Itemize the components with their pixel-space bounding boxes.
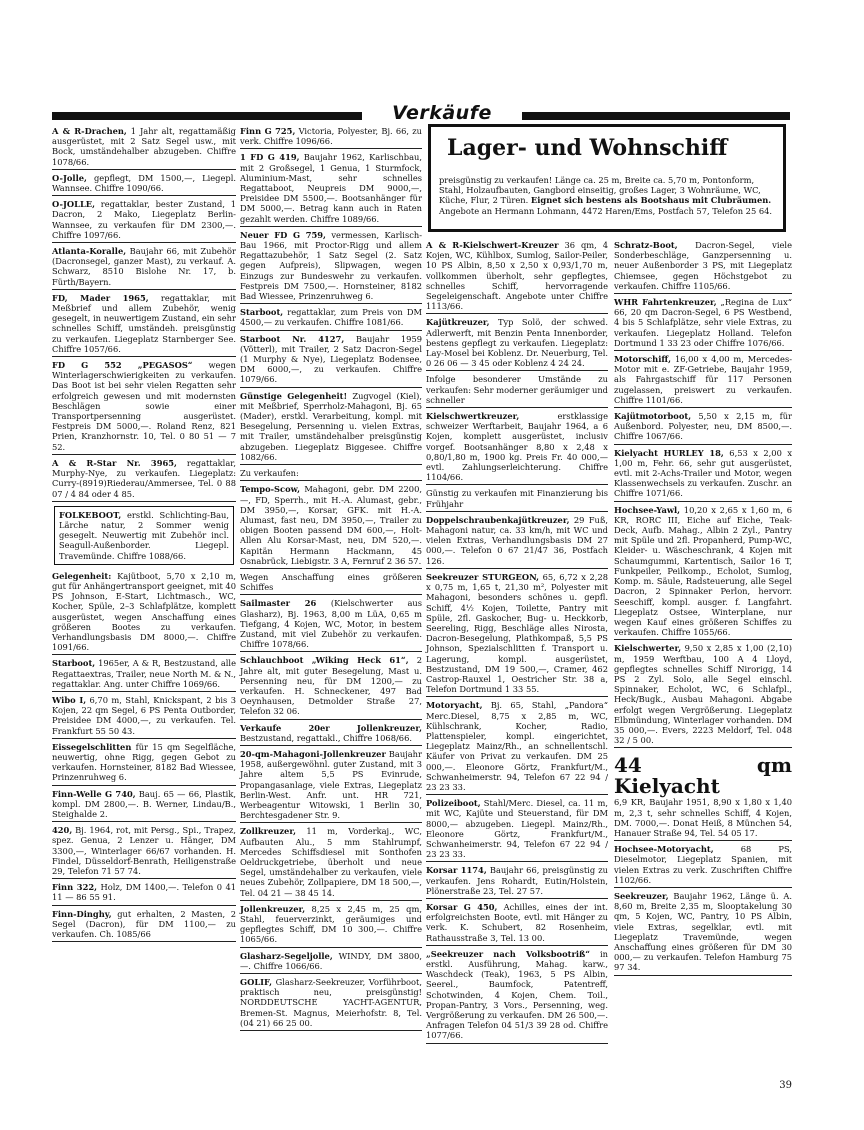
header-rule-right (522, 112, 790, 120)
classified-ad (614, 503, 792, 641)
ad-text: 1 Jahr alt, regattamäßig ausgerüstet, mit 2 Satz Segel usw., mit Bock, umständehalber abzugeben. Chiffre 1078/66. (52, 126, 236, 167)
classified-ad (426, 513, 608, 569)
ad-headline: Seekreuzer, (614, 890, 669, 901)
ad-headline: 1 FD G 419, (240, 152, 300, 163)
classified-ad (240, 596, 422, 652)
classified-ad (240, 824, 422, 900)
classified-ad (426, 372, 608, 408)
ad-text: Bestzustand, regattakl., Chiffre 1068/66. (240, 732, 412, 743)
ad-text: erstkl. Schlichting-Bau, Lärche natur, 2 Sommer wenig gesegelt. Neuwertig mit Zubehör incl. Seagull-Außenborder. Liegepl. Travemünde. Chiffre 1088/66. (59, 509, 229, 561)
ad-text: Achilles, eines der int. erfolgreichsten Boote, evtl. mit Hänger zu verk. K. Schubert, 82 Rosenheim, Rathausstraße 3, Tel. 13 00. (426, 901, 608, 943)
ad-headline: Finn-Welle G 740, (52, 788, 136, 799)
ad-text: Kajütboot, 5,70 x 2,10 m, gut für Anhängertransport geeignet, mit 40 PS Johnson, E-Start, Lichtmasch., WC, Kocher, Spüle, 2–3 Schlafplätze, komplett ausgerüstet, wegen Anschaffung eines größeren Bootes zu verkaufen. Verhandlungsbasis DM 8000,—. Chiffre 1091/66. (52, 570, 236, 653)
ad-headline: FOLKEBOOT, (59, 509, 122, 520)
classified-ad (240, 653, 422, 719)
ad-headline: Schratz-Boot, (614, 240, 678, 250)
ad-text: 6,53 x 2,00 x 1,00 m, Fehr. 66, sehr gut ausgerüstet, evtl. mit 2-Achs-Trailer und Motor, wegen Klassenwechsels zu verkaufen. Zuschr. an Chiffre 1071/66. (614, 447, 792, 499)
ad-text: Typ Solö, der schwed. Adlerwerft, mit Benzin Penta Innenborder, bestens gepflegt zu verkaufen. Liegeplatz: Lay-Mosel bei Koblenz. Dr. Neuerburg, Tel. 0 26 06 — 3 45 oder Koblenz 4 24 24. (426, 317, 609, 369)
ad-text: 8,25 x 2,45 m, 25 qm, Stahl, feuerverzinkt, geräumiges und gepflegtes Schiff, DM 10 300,—. Chiffre 1065/66. (240, 903, 422, 945)
classified-ad (52, 124, 236, 170)
ad-text: Bauj. 65 — 66, Plastik, kompl. DM 2800,—. B. Werner, Lindau/B., Steighalde 2. (52, 788, 236, 819)
classified-ad (614, 889, 792, 976)
classified-ad (614, 842, 792, 888)
classified-ad (52, 693, 236, 739)
ad-headline: Atlanta-Koralle, (52, 246, 127, 257)
classified-ad (426, 409, 608, 485)
ad-text: regattaklar, bester Zustand, 1 Dacron, 2 Mako, Liegeplatz Berlin-Wannsee, zu verkaufen für DM 2300,—. Chiffre 1097/66. (52, 199, 237, 240)
classified-ad (426, 796, 608, 862)
ad-text: Baujahr 1959 (Vötterl), mit Trailer, 2 Satz Dacron-Segel (1 Murphy & Nye), Liegeplatz Bodensee, DM 6000,—, zu verkaufen. Chiffre 1079/66. (240, 333, 423, 385)
ad-headline: Verkaufe 20er Jollenkreuzer, (240, 722, 422, 733)
classified-ad (240, 949, 422, 974)
ad-headline: Starboot Nr. 4127, (240, 333, 345, 344)
ad-headline: A & R-Kielschwert-Kreuzer (426, 240, 559, 250)
classified-ad (614, 409, 792, 445)
column-2 (240, 124, 422, 1032)
section-header (52, 102, 790, 124)
ad-text: Victoria, Polyester, Bj. 66, zu verk. Chiffre 1096/66. (240, 126, 422, 147)
ad-text: 2 Jahre alt, mit guter Besegelung, Mast u. Persenning neu, für DM 1200,— zu verkaufen. H. Schneckener, 497 Bad Oeynhausen, Detmolder Straße 27, Telefon 32 06. (240, 655, 422, 717)
ad-text: gepflegt, DM 1500,—, Liegepl. Wannsee. Chiffre 1090/66. (52, 172, 236, 194)
classified-ad (52, 823, 236, 879)
ad-headline: Hochsee-Yawl, (614, 504, 681, 515)
ad-text: Bj. 65, Stahl, „Pandora“ Merc.Diesel, 8,75 x 2,85 m, WC, Kühlschrank, Kocher, Radio, Plattenspieler, kompl. eingerichtet, Liegeplatz Mainz/Rh., an schnellentschl. Käufer von Privat zu verkaufen. DM 25 000,—. Eleonore Görtz, Frankfurt/M., Schwanheimerstr. 94, Telefon 67 22 94 / 23 23 33. (426, 700, 608, 792)
ad-headline: Eissegelschlitten (52, 741, 132, 752)
classified-ad (614, 295, 792, 351)
ad-headline: Hochsee-Motoryacht, (614, 844, 714, 855)
ad-headline: Kielyacht HURLEY 18, (614, 447, 724, 458)
ad-headline: FD, Mader 1965, (52, 292, 149, 303)
classified-ad (52, 171, 236, 196)
ad-headline: Kajütmotorboot, (614, 411, 692, 422)
classified-ad (52, 569, 236, 656)
ad-headline: Korsar 1174, (426, 865, 487, 876)
classified-ad (240, 150, 422, 226)
classified-ad (52, 880, 236, 905)
ad-headline: Seekreuzer STURGEON, (426, 571, 540, 582)
ad-text: Günstig zu verkaufen mit Finanzierung bis Frühjahr (426, 488, 608, 509)
column-1 (52, 124, 236, 943)
ad-text: Holz, DM 1400,—. Telefon 0 41 11 — 86 55 91. (52, 882, 237, 903)
classified-ad (240, 228, 422, 304)
ad-headline: A & R-Drachen, (52, 126, 127, 136)
ad-text: 1965er, A & R, Bestzustand, alle Regattaextras, Trailer, neue North M. & N., regattaklar. Ang. unter Chiffre 1069/66. (52, 658, 236, 689)
ad-text: 10,20 x 2,65 x 1,60 m, 6 KR, RORC III, Eiche auf Eiche, Teak-Deck, Aufb. Mahag., Albin 2 Zyl., Pantry mit Spüle und 2fl. Propanherd, Pump-WC, Kleider- u. Wäscheschrank, 4 Kojen mit Schaumgummi, Kartentisch, Sailor 16 T, Funkpeiler, Peilkomp., Echolot, Sumlog, Komp. m. Säule, Radsteuerung, alle Segel Dacron, 2 Spinnaker Perlon, hervorr. Seeschiff, kompl. ausger. f. Langfahrt. Liegeplatz Ostsee, Winterplane, nur wegen Kauf eines größeren Schiffes zu verkaufen. Chiffre 1055/66. (614, 504, 792, 638)
ad-headline: Schlauchboot „Wiking Heck 61“, (240, 655, 409, 666)
ad-text: Dacron-Segel, viele Sonderbeschläge, Ganzpersenning u. neuer Außenborder 3 PS, mit Liegeplatz Chiemsee, gegen Höchstgebot zu verkaufen. Chiffre 1105/66. (614, 240, 792, 291)
ad-text: 68 PS, Dieselmotor, Liegeplatz Spanien, mit vielen Extras zu verk. Zuschriften Chiffre 1102/66. (614, 844, 792, 885)
ad-text: Zu verkaufen: (240, 468, 299, 479)
featured-ad-contact: Angebote an Hermann Lohmann, 4472 Haren/Ems, Postfach 57, Telefon 25 64. (439, 205, 773, 216)
classified-ad (52, 656, 236, 692)
ad-text: wegen Winterlagerschwierigkeiten zu verkaufen. Das Boot ist bei sehr vielen Regatten sehr erfolgreich gewesen und mit modernsten Beschlägen sowie einer Transportpersenning ausgerüstet. Festpreis DM 5000,—. Roland Renz, 821 Prien, Kranzhornstr. 10, Tel. 0 80 51 — 7 52. (52, 360, 237, 452)
ad-text: Baujahr 66, mit Zubehör (Dacronsegel, ganzer Mast), zu verkauf. A. Schwarz, 8510 Bislohe Nr. 17, b. Fürth/Bayern. (52, 246, 237, 287)
ad-text: 6,9 KR, Baujahr 1951, 8,90 x 1,80 x 1,40 m, 2,3 t, sehr schnelles Schiff, 4 Kojen, DM. 7000,—. Donat Heiß, 8 München 54, Hanauer Straße 94, Tel. 54 05 17. (614, 797, 792, 838)
ad-text: 65, 6,72 x 2,28 x 0,75 m, 1,65 t, 21,30 m², Polyester mit Mahagoni, besonders schönes u. gepfl. Schiff, 4½ Kojen, Toilette, Pantry mit Spüle, 2fl. Gaskocher, Bug- u. Heckkorb, Seereling, Rigg, Beschläge alles Nirosta, Dacron-Besegelung, Plathkompaß, 5,5 PS Johnson, Spezialschlitten f. Transport u. Lagerung, kompl. ausgerüstet, Bestzustand, DM 19 500,—, Cramer, 462 Castrop-Rauxel 1, Oestricher Str. 38 a, Telefon Dortmund 1 33 55. (426, 571, 609, 695)
ad-text: Glasharz-Seekreuzer, Vorführboot, praktisch neu, preisgünstig! NORDDEUTSCHE YACHT-AGENTUR, Bremen-St. Magnus, Meierhofstr. 8, Tel. (04 21) 66 25 00. (240, 977, 422, 1028)
classified-ad (426, 315, 608, 371)
ad-headline: Polizeiboot, (426, 798, 481, 809)
classified-ad (240, 721, 422, 746)
ad-headline: Tempo-Scow, (240, 484, 300, 495)
classified-ad (614, 352, 792, 408)
classified-ad (426, 863, 608, 899)
ad-headline: Neuer FD G 759, (240, 229, 326, 240)
ad-text: „Regina de Lux“ 66, 20 qm Dacron-Segel, 6 PS Westbend, 4 bis 5 Schlafplätze, sehr viele Extras, zu verkaufen. Liegeplatz Holland. Telefon Dortmund 1 33 23 oder Chiffre 1076/66. (614, 297, 792, 348)
ad-headline: Finn-Dinghy, (52, 908, 112, 919)
ad-headline: Starboot, (52, 658, 96, 669)
column-4 (614, 238, 792, 977)
classified-ad (426, 486, 608, 511)
classified-ad (426, 698, 608, 795)
classified-ad (240, 570, 422, 595)
ad-text: Baujahr 1962, Länge ü. A. 8,60 m, Breite 2,35 m, Slooptakelung 30 qm, 5 Kojen, WC, Pantry, 10 PS Albin, viele Extras, segelklar, evtl. mit Liegeplatz Travemünde, wegen Anschaffung eines größeren für DM 30 000,— zu verkaufen. Telefon Hamburg 75 97 34. (614, 890, 792, 973)
featured-ad-title: Lager- und Wohnschiff (447, 135, 728, 161)
ad-headline: Motoryacht, (426, 700, 483, 711)
ad-headline: Finn 322, (52, 882, 98, 893)
classified-ad (52, 907, 236, 943)
ad-text: 29 Fuß, Mahagoni natur, ca. 33 km/h, mit WC und vielen Extras, Verhandlungsbasis DM 27 000,—. Telefon 0 67 21/47 36, Postfach 126. (426, 514, 608, 566)
ad-headline: Starboot, (240, 307, 284, 318)
ad-headline: Zollkreuzer, (240, 826, 296, 837)
classified-ad (240, 305, 422, 330)
ad-headline: Korsar G 450, (426, 901, 498, 912)
classified-ad (240, 902, 422, 948)
ad-headline: O-Jolle, (52, 172, 87, 183)
ad-text: erstklassige schweizer Werftarbeit, Baujahr 1964, a 6 Kojen, komplett ausgerüstet, inclusiv vorgef. Bootsanhänger 8,80 x 2,48 x 0,80/1,80 m, 1900 kg. Preis Fr. 40 000,— evtl. Zahlungserleichterung. Chiffre 1104/66. (426, 411, 608, 483)
ad-text: Baujahr 66, preisgünstig zu verkaufen. Jens Rohardt, Eutin/Holstein, Plönerstraße 23, Tel. 27 57. (426, 865, 608, 896)
ad-headline-large: 44 qm Kielyacht (614, 753, 792, 799)
ad-text: Stahl/Merc. Diesel, ca. 11 m, mit WC, Kajüte und Steuerstand, für DM 8000,— abzugeben. Liegepl. Mainz/Rh., Eleonore Görtz, Frankfurt/M., Schwanheimerstr. 94, Telefon 67 22 94 / 23 23 33. (426, 798, 608, 860)
classified-ad (52, 244, 236, 290)
ad-text: regattaklar, Murphy-Nye, zu verkaufen. Liegeplatz: Curry-(8919)Riederau/Ammersee, Tel. 0 88 07 / 4 84 oder 4 85. (52, 457, 236, 499)
ad-headline: Günstige Gelegenheit! (240, 390, 348, 401)
featured-ad-body: preisgünstig zu verkaufen! Länge ca. 25 m, Breite ca. 5,70 m, Pontonform, Stahl, Holzaufbauten, Gangbord einseitig, großes Lager, 3 Wohnräume, WC, Küche, Flur, 2 Türen. (439, 174, 761, 206)
ad-headline: O-JOLLE, (52, 199, 96, 210)
classified-ad (614, 641, 792, 748)
classified-ad (240, 747, 422, 823)
ad-text: 9,50 x 2,85 x 1,00 (2,10) m, 1959 Werftbau, 100 A 4 Lloyd, gepflegtes schnelles Schiff Nirorigg, 14 PS 2 Zyl. Solo, alle Segel einschl. Spinnaker, Echolot, WC, 6 Schlafpl., Heck/Bugk., Ausbau Mahagoni. Abgabe erfolgt wegen Vergrößerung. Liegeplatz Elbmündung, Winterlager vorhanden. DM 35 000,—. Evers, 2223 Meldorf, Tel. 048 32 / 5 00. (614, 643, 792, 746)
ad-text: in erstkl. Ausführung, Mahag. karw., Waschdeck (Teak), 1963, 5 PS Albin, Seerel., Baumfock, Patentreff, Schotwinden, 4 Kojen, Chem. Toil., Propan-Pantry, 3 Vors., Persenning, weg. Vergrößerung zu verkaufen. DM 26 500,—. Anfragen Telefon 04 51/3 39 28 od. Chiffre 1077/66. (426, 948, 608, 1041)
ad-text: vermessen, Karlisch-Bau 1966, mit Proctor-Rigg und allem Regattazubehör, 1 Satz Segel (2. Satz gegen Aufpreis), Slipwagen, wegen Einzugs zur Bundeswehr zu verkaufen. Festpreis DM 7500,—. Hornsteiner, 8182 Bad Wiessee, Prinzenruhweg 6. (240, 229, 422, 302)
column-3 (426, 238, 608, 1045)
ad-headline: WHR Fahrtenkreuzer, (614, 297, 717, 308)
featured-ad-text (439, 175, 775, 216)
ad-text: Bj. 1964, rot, mit Persg., Spi., Trapez, spez. Genua, 2 Lenzer u. Hänger, DM 3300,—, Winterlager 66/67 vorhanden. H. Findel, Düsseldorf-Benrath, Heiligenstraße 29, Telefon 71 57 74. (52, 825, 237, 876)
ad-text: Infolge besonderer Umstände zu verkaufen: Sehr moderner geräumiger und schneller (426, 374, 608, 405)
classified-ad (52, 787, 236, 823)
ad-headline: Jollenkreuzer, (240, 903, 306, 914)
ad-headline: Gelegenheit: (52, 570, 112, 581)
ad-text: (Kielschwerter aus Glasharz), Bj. 1963, 8,00 m LüA, 0,65 m Tiefgang, 4 Kojen, WC, Motor, in bestem Zustand, mit viel Zubehör zu verkaufen. Chiffre 1078/66. (240, 598, 423, 650)
featured-ad-box (428, 124, 786, 232)
ad-text: 36 qm, 4 Kojen, WC, Kühlbox, Sumlog, Sailor-Peiler, 10 PS Albin, 8,50 x 2,50 x 0,93/1,70 m, vollkommen überholt, sehr gepflegtes, schnelles Schiff, hervorragende Segeleigenschaft. Angebote unter Chiffre 1113/66. (426, 240, 608, 312)
ad-headline: Kajütkreuzer, (426, 317, 490, 328)
classified-ad (240, 466, 422, 481)
classified-ad (54, 506, 234, 565)
ad-headline: „Seekreuzer nach Volksbootriß“ (426, 948, 591, 959)
ad-text: 11 m, Vorderkaj., WC, Aufbauten Alu., 5 mm Stahlrumpf, Mercedes Schiffsdiesel mit Sonthofen Oeldruckgetriebe, überholt und neue Segel, umständehalber zu verkaufen, viele neues Zubehör, Zollpapiere, DM 18 500,—, Tel. 04 21 — 38 45 14. (240, 826, 422, 898)
classified-ad (240, 389, 422, 465)
ad-text: 6,70 m, Stahl, Knickspant, 2 bis 3 Kojen, 22 qm Segel, 6 PS Penta Outborder, Preisidee DM 4000,—, zu verkaufen. Tel. Frankfurt 55 50 43. (52, 694, 236, 736)
header-rule-left (52, 112, 362, 120)
ad-headline: Doppelschraubenkajütkreuzer, (426, 514, 570, 525)
classified-ad (614, 238, 792, 294)
classified-ad (52, 197, 236, 243)
ad-text: gut erhalten, 2 Masten, 2 Segel (Dacron), für DM 1100,— zu verkaufen. Ch. 1085/66 (52, 908, 236, 940)
ad-text: 16,00 x 4,00 m, Mercedes-Motor mit e. ZF-Getriebe, Baujahr 1959, als Fahrgastschiff für 117 Personen zugelassen, preiswert zu verkaufen. Chiffre 1101/66. (614, 354, 793, 405)
page-number: 39 (779, 1080, 792, 1091)
classified-ad (52, 358, 236, 455)
classified-ad (52, 740, 236, 786)
classified-ad (240, 482, 422, 569)
ad-text: Baujahr 1962, Karlischbau, mit 2 Großsegel, 1 Genua, 1 Sturmfock, Aluminium-Mast, sehr schnelles Regattaboot, Neupreis DM 9000,—, Preisidee DM 5500,—. Bootsanhänger für DM 5000,—. Betrag kann auch in Raten gezahlt werden. Chiffre 1089/66. (240, 152, 422, 224)
ad-text: Zugvogel (Kiel), mit Meßbrief, Sperrholz-Mahagoni, Bj. 65 (Mader), erstkl. Verarbeitung, kompl. mit Besegelung, Persenning u. vielen Extras, mit Trailer, umständehalber preisgünstig abzugeben. Liegeplatz Biggesee. Chiffre 1082/66. (240, 390, 422, 462)
ad-headline: Kielschwertkreuzer, (426, 411, 520, 422)
classified-ad (52, 291, 236, 357)
ad-headline: 420, (52, 825, 73, 836)
section-title: Verkäufe (392, 102, 492, 124)
ad-text: Wegen Anschaffung eines größeren Schiffes (240, 571, 422, 593)
ad-text: regattaklar, zum Preis von DM 4500,— zu verkaufen. Chiffre 1081/66. (240, 307, 422, 328)
ad-headline: FD G 552 „PEGASOS“ (52, 360, 193, 371)
ad-headline: Finn G 725, (240, 126, 296, 136)
ad-text: WINDY, DM 3800,—. Chiffre 1066/66. (240, 950, 423, 971)
ad-headline: Sailmaster 26 (240, 598, 317, 609)
classified-ad (240, 332, 422, 388)
classified-ad (240, 975, 422, 1031)
featured-ad-highlight: Eignet sich bestens als Bootshaus mit Clubräumen. (530, 195, 772, 206)
classified-ad (240, 124, 422, 149)
ad-headline: A & R-Star Nr. 3965, (52, 457, 177, 468)
ad-text: regattaklar, mit Meßbrief und allem Zubehör, wenig gesegelt, in neuwertigem Zustand, ein sehr schnelles Schiff, umständeh. preisgünstig zu verkaufen. Liegeplatz Starnberger See. Chiffre 1057/66. (52, 292, 237, 354)
ad-headline: Wibo I, (52, 694, 87, 705)
ad-headline: Glasharz-Segeljolle, (240, 950, 333, 961)
classified-ad (52, 456, 236, 502)
classified-ad (614, 446, 792, 502)
classified-ad (426, 238, 608, 314)
classified-ad (426, 947, 608, 1044)
classified-ad (426, 570, 608, 697)
classified-ad (614, 749, 792, 841)
ad-headline: Motorschiff, (614, 354, 672, 365)
ad-text: Mahagoni, gebr. DM 2200,—, FD, Sperrh., mit H.-A. Alumast, gebr., DM 3950,—, Korsar, GFK. mit H.-A. Alumast, fast neu, DM 3950,—, Trailer zu obigen Booten passend DM 600,—, Holt-Allen Alu Korsar-Mast, neu, DM 520,—. Kapitän Hermann Hackmann, 45 Osnabrück, Liebigstr. 3 A, Fernruf 2 36 57. (240, 484, 423, 566)
ad-headline: 20-qm-Mahagoni-Jollenkreuzer (240, 748, 386, 759)
ad-text: 5,50 x 2,15 m, für Außenbord. Polyester, neu, DM 8500,—. Chiffre 1067/66. (614, 411, 793, 442)
ad-headline: Kielschwerter, (614, 643, 682, 654)
ad-text: Baujahr 1958, außergewöhnl. guter Zustand, mit 3 Jahre altem 5,5 PS Evinrude, Propangasanlage, viele Extras, Liegeplatz Berlin-West. Anfr. unt. HR 721, Werbeagentur Witowski, 1 Berlin 30, Berchtesgadener Str. 9. (240, 748, 422, 821)
ad-headline: GOLIF, (240, 977, 272, 988)
classified-ad (426, 900, 608, 946)
ad-text: für 15 qm Segelfläche, neuwertig, ohne Rigg, gegen Gebot zu verkaufen. Hornsteiner, 8182 Bad Wiessee, Prinzenruhweg 6. (52, 741, 237, 783)
